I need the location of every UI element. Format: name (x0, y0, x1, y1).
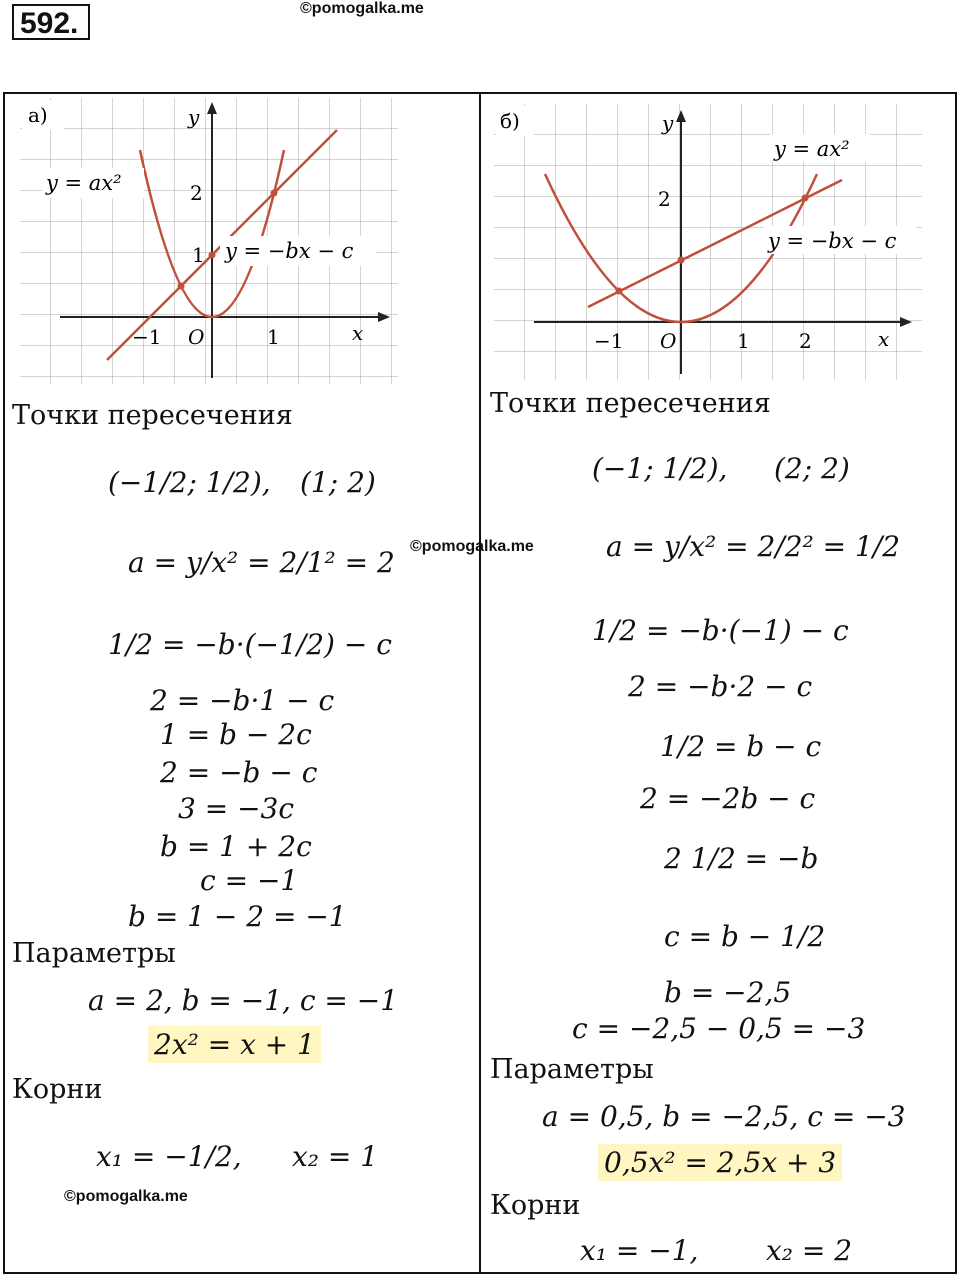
right-graph (494, 104, 922, 380)
right-sys2-line2: 2 = −2b − c (640, 782, 816, 815)
left-sys1-line1: 1/2 = −b·(−1/2) − c (108, 628, 392, 661)
right-heading-roots: Корни (490, 1190, 581, 1221)
left-sys4-line2: b = 1 − 2 = −1 (128, 900, 347, 933)
left-heading-params: Параметры (12, 938, 176, 969)
left-intersection-point-2 (271, 190, 278, 197)
right-tick-x-2: 2 (799, 329, 812, 353)
right-tick-x-1: 1 (737, 329, 750, 353)
left-equation: 2x² = x + 1 (148, 1026, 321, 1063)
left-line-label: y = −bx − c (225, 239, 354, 263)
watermark-top: ©pomogalka.me (300, 0, 424, 17)
right-intersection-point-2 (802, 195, 809, 202)
left-sys3-line2: b = 1 + 2c (160, 830, 312, 863)
left-point-1: (−1/2; 1/2), (108, 466, 271, 499)
right-root-1: x₁ = −1, (580, 1234, 699, 1267)
right-tick-y-2: 2 (658, 187, 671, 211)
left-sys3-line1: 3 = −3c (178, 792, 295, 825)
right-heading-params: Параметры (490, 1054, 654, 1085)
left-tick-x-1: 1 (267, 325, 280, 349)
left-sys2-line2: 2 = −b − c (160, 756, 318, 789)
right-intersection-point-1 (616, 288, 623, 295)
right-axis-y-label: y (662, 111, 674, 135)
problem-number: 592. (12, 4, 90, 40)
left-origin-label: O (188, 325, 205, 349)
left-sys1-line2: 2 = −b·1 − c (150, 684, 335, 717)
right-sys3-line1: 2 1/2 = −b (664, 842, 819, 875)
right-equation: 0,5x² = 2,5x + 3 (598, 1144, 842, 1181)
right-origin-label: O (660, 329, 677, 353)
left-heading-intersections: Точки пересечения (12, 400, 293, 431)
column-divider (479, 92, 481, 1274)
right-eq-a: a = y/x² = 2/2² = 1/2 (606, 530, 901, 563)
right-sys4-line1: b = −2,5 (664, 976, 792, 1009)
right-tick-x-neg1: −1 (594, 329, 624, 353)
left-curve-label: y = ax² (46, 171, 122, 195)
left-root-2: x₂ = 1 (292, 1140, 379, 1173)
right-y-intercept-point (678, 257, 685, 264)
left-axis-x-label: x (352, 321, 364, 345)
left-sys2-line1: 1 = b − 2c (160, 718, 312, 751)
left-y-intercept-point (209, 252, 216, 259)
left-params: a = 2, b = −1, c = −1 (88, 984, 399, 1017)
left-tick-y-2: 2 (190, 181, 203, 205)
left-heading-roots: Корни (12, 1074, 103, 1105)
right-sys1-line2: 2 = −b·2 − c (628, 670, 813, 703)
right-root-2: x₂ = 2 (766, 1234, 853, 1267)
right-sys2-line1: 1/2 = b − c (660, 730, 822, 763)
watermark-bottom: ©pomogalka.me (64, 1188, 188, 1205)
left-intersection-point-1 (178, 283, 185, 290)
left-point-2: (1; 2) (300, 466, 376, 499)
watermark-middle: ©pomogalka.me (410, 538, 534, 555)
left-graph (20, 98, 398, 384)
right-curve-label: y = ax² (774, 137, 850, 161)
right-heading-intersections: Точки пересечения (490, 388, 771, 419)
right-point-1: (−1; 1/2), (592, 452, 728, 485)
left-eq-a: a = y/x² = 2/1² = 2 (128, 546, 395, 579)
right-line-label: y = −bx − c (768, 229, 897, 253)
left-tick-y-1: 1 (192, 243, 205, 267)
right-point-2: (2; 2) (774, 452, 850, 485)
left-graph-label: а) (28, 103, 48, 127)
right-sys4-line2: c = −2,5 − 0,5 = −3 (572, 1012, 866, 1045)
left-tick-x-neg1: −1 (132, 325, 162, 349)
left-axis-y-label: y (188, 105, 200, 129)
right-params: a = 0,5, b = −2,5, c = −3 (542, 1100, 906, 1133)
right-sys3-line2: c = b − 1/2 (664, 920, 826, 953)
left-root-1: x₁ = −1/2, (96, 1140, 242, 1173)
right-axis-x-label: x (878, 327, 890, 351)
left-sys4-line1: c = −1 (200, 864, 299, 897)
right-graph-label: б) (500, 109, 520, 133)
right-sys1-line1: 1/2 = −b·(−1) − c (592, 614, 849, 647)
